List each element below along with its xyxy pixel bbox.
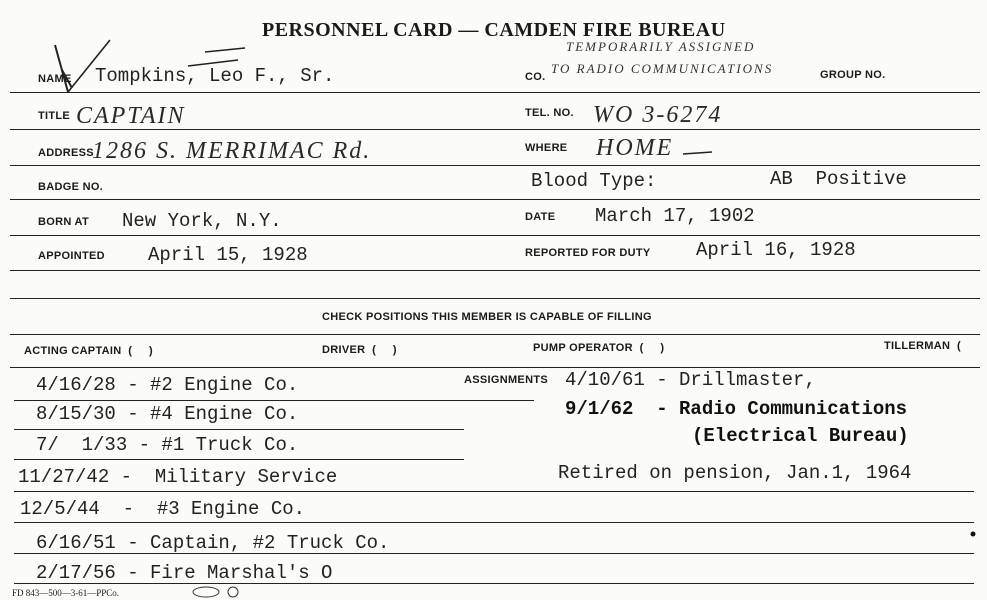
- assignment-entry: 9/1/62 - Radio Communications: [565, 398, 908, 420]
- name-value: Tompkins, Leo F., Sr.: [95, 65, 335, 87]
- co-note: TEMPORARILY ASSIGNED: [566, 39, 756, 54]
- pump-operator-option: PUMP OPERATOR ( ): [533, 342, 665, 354]
- history-entry: 8/15/30 - #4 Engine Co.: [36, 403, 299, 425]
- date-value: March 17, 1902: [595, 205, 755, 227]
- form-footer: FD 843—500—3-61—PPCo.: [12, 588, 120, 598]
- assignment-entry: Retired on pension, Jan.1, 1964: [558, 462, 912, 484]
- pen-stroke: [68, 40, 110, 92]
- history-entry: 4/16/28 - #2 Engine Co.: [36, 374, 299, 396]
- assignment-entry: 4/10/61 - Drillmaster,: [565, 369, 816, 391]
- history-entry: 11/27/42 - Military Service: [18, 466, 338, 488]
- history-entry: 7/ 1/33 - #1 Truck Co.: [36, 434, 299, 456]
- tel-label: TEL. NO.: [525, 107, 574, 119]
- blood-type-label: Blood Type:: [531, 170, 657, 192]
- acting-captain-option: ACTING CAPTAIN ( ): [24, 345, 153, 357]
- where-value: HOME: [596, 135, 674, 161]
- assignments-label: ASSIGNMENTS: [464, 374, 548, 386]
- title-label: TITLE: [38, 110, 71, 122]
- pen-stroke: [188, 48, 245, 66]
- born-label: BORN AT: [38, 216, 89, 228]
- reported-value: April 16, 1928: [696, 239, 856, 261]
- co-value: TO RADIO COMMUNICATIONS: [551, 61, 774, 76]
- appointed-label: APPOINTED: [38, 250, 105, 262]
- assignment-entry: (Electrical Bureau): [692, 425, 909, 447]
- address-label: ADDRESS: [38, 147, 94, 159]
- co-label: CO.: [525, 71, 546, 83]
- union-seal-icon: [193, 587, 219, 597]
- tel-value: WO 3-6274: [593, 102, 723, 128]
- check-mark: [55, 45, 72, 92]
- card-title: PERSONNEL CARD — CAMDEN FIRE BUREAU: [262, 19, 726, 41]
- union-number-icon: [228, 587, 238, 597]
- driver-option: DRIVER ( ): [322, 344, 397, 356]
- appointed-value: April 15, 1928: [148, 244, 308, 266]
- positions-heading: CHECK POSITIONS THIS MEMBER IS CAPABLE OF FILLING: [322, 311, 652, 323]
- ink-dot: [971, 532, 976, 537]
- pen-stroke: [683, 152, 712, 154]
- address-value: 1286 S. MERRIMAC Rd.: [92, 138, 372, 164]
- blood-type-value: AB Positive: [770, 168, 907, 190]
- name-label: NAME: [38, 73, 72, 85]
- where-label: WHERE: [525, 142, 568, 154]
- group-no-label: GROUP NO.: [820, 69, 886, 81]
- badge-label: BADGE NO.: [38, 181, 104, 193]
- tillerman-option: TILLERMAN (: [884, 340, 961, 352]
- title-value: CAPTAIN: [76, 103, 186, 129]
- reported-label: REPORTED FOR DUTY: [525, 247, 651, 259]
- history-entry: 6/16/51 - Captain, #2 Truck Co.: [36, 532, 390, 554]
- date-label: DATE: [525, 211, 556, 223]
- history-entry: 2/17/56 - Fire Marshal's O: [36, 562, 333, 584]
- born-value: New York, N.Y.: [122, 210, 282, 232]
- history-entry: 12/5/44 - #3 Engine Co.: [20, 498, 306, 520]
